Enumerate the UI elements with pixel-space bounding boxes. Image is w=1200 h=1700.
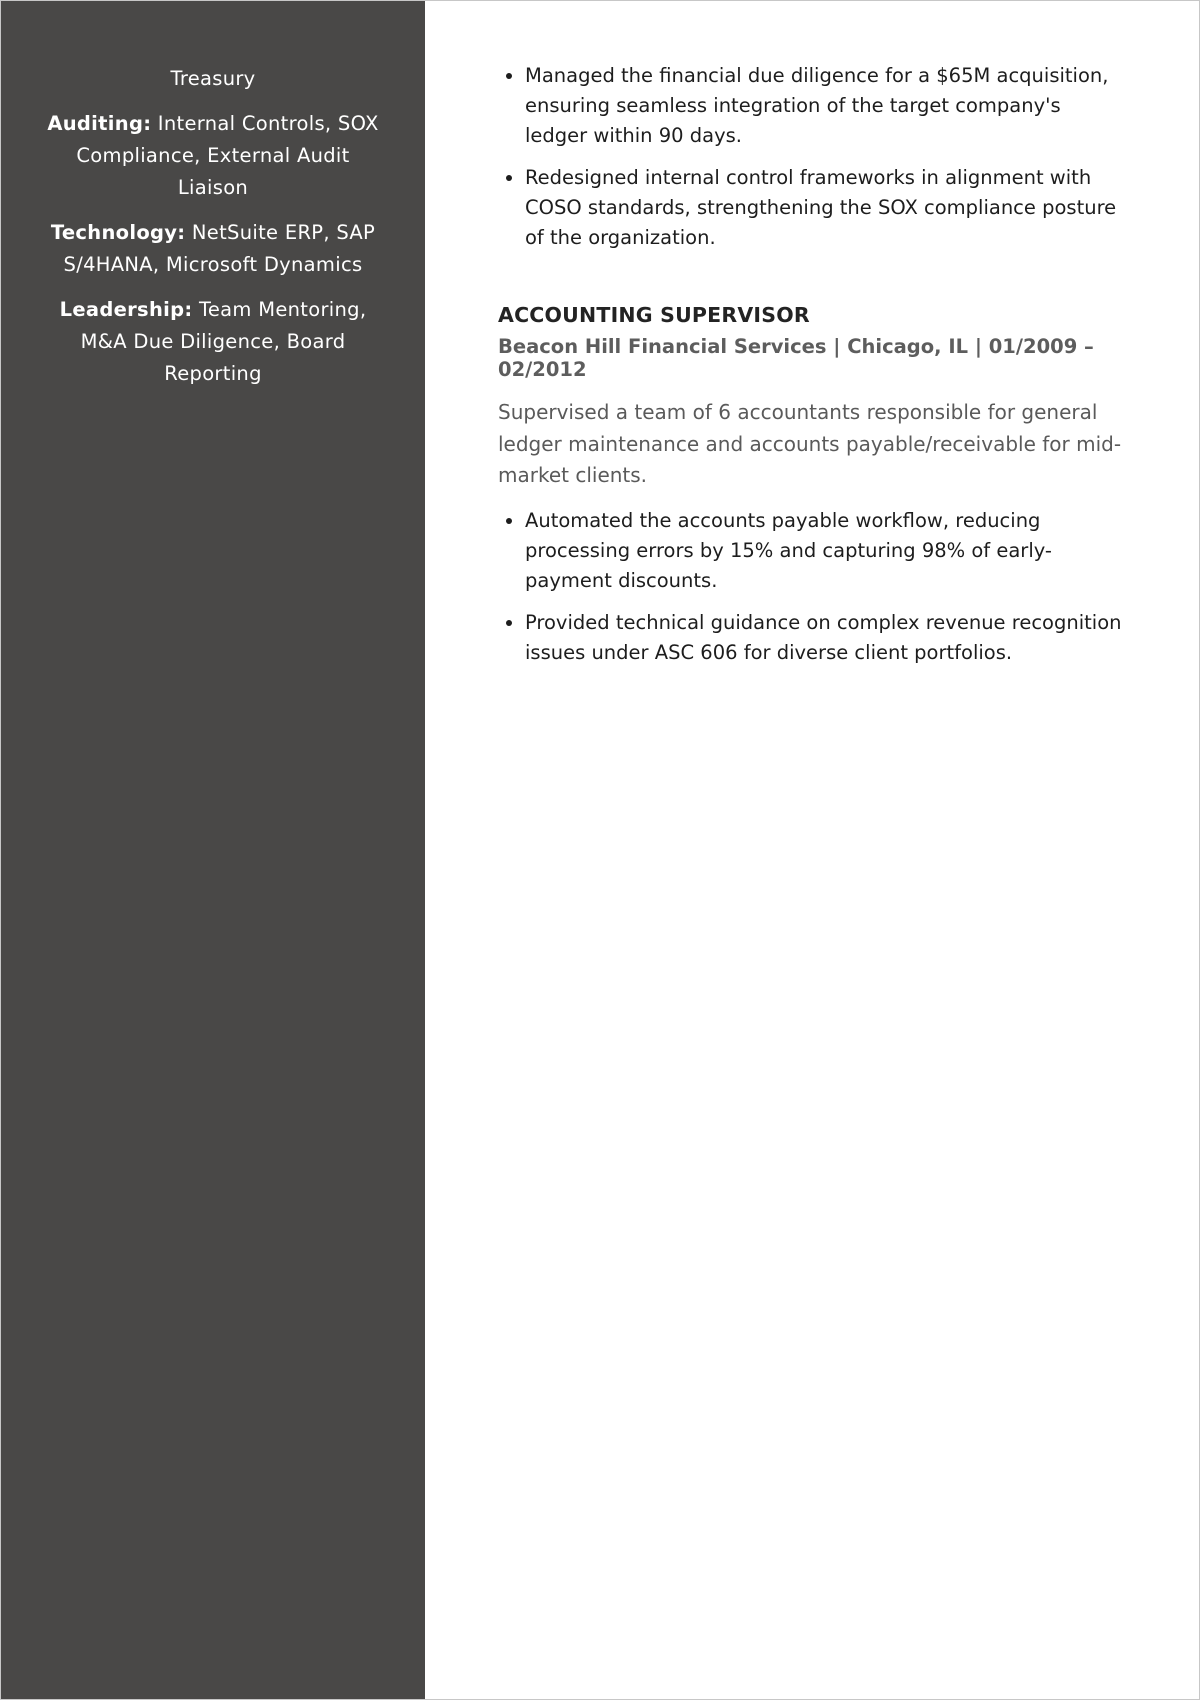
skill-text: Treasury bbox=[170, 67, 256, 90]
job-meta: Beacon Hill Financial Services | Chicago, IL | 01/2009 – 02/2012 bbox=[498, 335, 1094, 381]
job-entry bbox=[498, 303, 1129, 668]
skill-leadership bbox=[43, 294, 383, 390]
skill-technology bbox=[43, 217, 383, 281]
skill-label: Leadership: bbox=[59, 298, 193, 321]
main-content bbox=[425, 1, 1199, 1699]
list-item: • Managed the financial due diligence for a $65M acquisition, ensuring seamless integration of the target company's ledger within 90 days. bbox=[525, 61, 1129, 151]
list-item: • Provided technical guidance on complex revenue recognition issues under ASC 606 for diverse client portfolios. bbox=[525, 608, 1129, 668]
skill-auditing bbox=[43, 108, 383, 204]
skill-text: Team Mentoring, M&A Due Diligence, Board Reporting bbox=[80, 298, 367, 385]
sidebar bbox=[1, 1, 425, 1699]
job-summary: Supervised a team of 6 accountants responsible for general ledger maintenance and accounts payable/receivable for mid-market clients. bbox=[498, 400, 1122, 487]
list-item: • Automated the accounts payable workflow, reducing processing errors by 15% and capturing 98% of early-payment discounts. bbox=[525, 506, 1129, 596]
skill-label: Technology: bbox=[50, 221, 186, 244]
skill-treasury bbox=[43, 63, 383, 95]
skill-label: Auditing: bbox=[47, 112, 152, 135]
list-item: • Redesigned internal control frameworks in alignment with COSO standards, strengthening the SOX compliance posture of the organization. bbox=[525, 163, 1129, 253]
skill-text: Internal Controls, SOX Compliance, External Audit Liaison bbox=[76, 112, 379, 199]
skill-text: NetSuite ERP, SAP S/4HANA, Microsoft Dynamics bbox=[63, 221, 376, 276]
job-title: ACCOUNTING SUPERVISOR bbox=[498, 303, 810, 327]
previous-job-bullets bbox=[498, 61, 1129, 253]
job-bullets bbox=[498, 506, 1129, 668]
